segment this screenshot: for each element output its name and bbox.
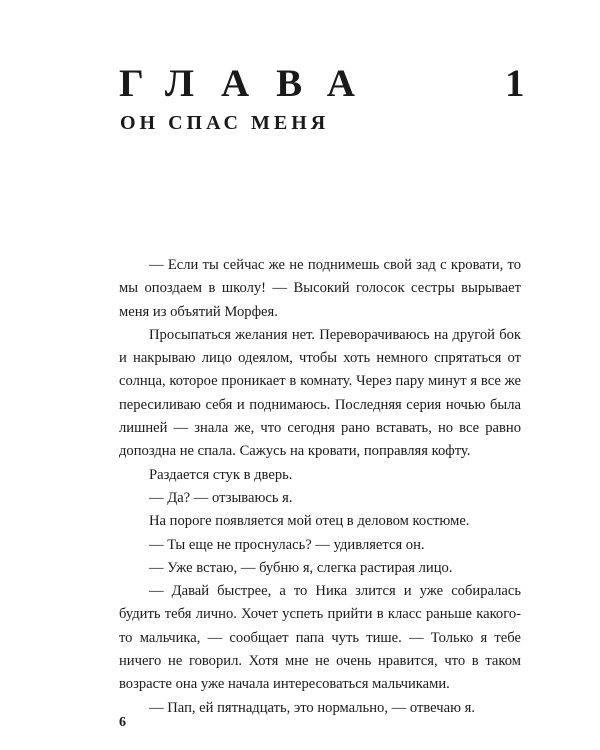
chapter-label: ГЛАВА: [119, 62, 382, 105]
chapter-number: 1: [505, 62, 525, 105]
paragraph: — Уже встаю, — бубню я, слегка растирая лицо.: [149, 559, 453, 576]
paragraph: — Да? — отзываюсь я.: [149, 489, 293, 506]
paragraph: — Ты еще не проснулась? — удивляется он.: [149, 536, 425, 553]
paragraph: Раздается стук в дверь.: [149, 466, 293, 483]
paragraph: Просыпаться желания нет. Переворачиваюсь на другой бок и накрываю лицо одеялом, чтобы хоть немного спрятаться от солнца, которое проникает в комнату. Через пару минут я все же пересиливаю себя и поднимаюсь. Последняя серия ночью была лишней — знала же, что сегодня рано вставать, но все равно допоздна не спала. Сажусь на кровати, поправляя кофту.: [119, 326, 521, 460]
paragraph: — Если ты сейчас же не поднимешь свой зад с кровати, то мы опоздаем в школу! — Высокий голосок сестры вырывает меня из объятий Морфея.: [119, 257, 521, 320]
paragraph: На пороге появляется мой отец в деловом костюме.: [149, 513, 470, 530]
chapter-title: ОН СПАС МЕНЯ: [120, 112, 330, 134]
paragraph: — Давай быстрее, а то Ника злится и уже собиралась будить тебя лично. Хочет успеть прийти в класс раньше какого-то мальчика, — сообщает папа чуть тише. — Только я тебе ничего не говорил. Хотя мне не очень нравится, что в таком возрасте она уже начала интересоваться мальчиками.: [119, 583, 521, 693]
page-number: 6: [119, 715, 126, 730]
body-text: [119, 254, 521, 720]
paragraph: — Пап, ей пятнадцать, это нормально, — отвечаю я.: [149, 699, 475, 716]
